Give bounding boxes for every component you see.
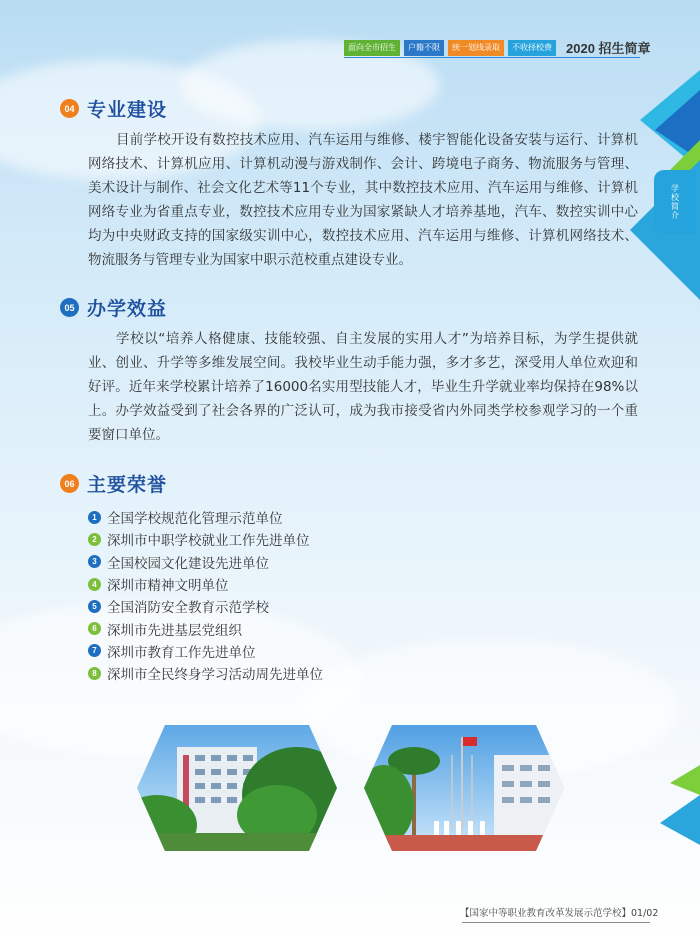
- honor-number-badge: 8: [88, 667, 101, 680]
- honor-number-badge: 7: [88, 644, 101, 657]
- side-tab-school-intro[interactable]: 学校简介: [654, 170, 696, 234]
- tag-no-hukou: 户籍不限: [404, 40, 444, 56]
- honor-label: 深圳市先进基层党组织: [107, 622, 242, 639]
- section-06-header: [60, 470, 167, 497]
- list-item: [88, 573, 323, 595]
- honor-number-badge: 5: [88, 600, 101, 613]
- honor-label: 深圳市教育工作先进单位: [107, 644, 256, 661]
- honor-label: 全国学校规范化管理示范单位: [107, 511, 283, 528]
- honor-number-badge: 2: [88, 533, 101, 546]
- campus-building-photo: [137, 725, 337, 851]
- honors-list: [88, 506, 323, 684]
- section-05-title: 办学效益: [87, 298, 168, 320]
- header-divider: [344, 57, 640, 58]
- tag-unified-admission: 统一划线录取: [448, 40, 504, 56]
- section-04-text: 目前学校开设有数控技术应用、汽车运用与维修、楼宇智能化设备安装与运行、计算机网络技术、计算机应用、计算机动漫与游戏制作、会计、跨境电子商务、物流服务与管理、美术设计与制作、社会文化艺术等11个专业，其中数控技术应用、汽车运用与维修、计算机网络专业为省重点专业，数控技术应用专业为国家紧缺人才培养基地，汽车、数控实训中心均为中央财政支持的国家级实训中心，数控技术应用、汽车运用与维修、计算机网络技术、物流服务与管理专业为国家中职示范校重点建设专业。: [88, 132, 638, 268]
- list-item: [88, 528, 323, 550]
- tag-citywide: 面向全市招生: [344, 40, 400, 56]
- list-item: [88, 640, 323, 662]
- honor-label: 深圳市全民终身学习活动周先进单位: [107, 667, 323, 684]
- honor-label: 全国消防安全教育示范学校: [107, 600, 269, 617]
- footer-divider: [462, 922, 650, 923]
- honor-number-badge: 6: [88, 622, 101, 635]
- section-05-header: [60, 294, 167, 321]
- honor-number-badge: 1: [88, 511, 101, 524]
- tag-no-fee: 不收择校费: [508, 40, 556, 56]
- section-05-badge: 05: [60, 298, 79, 317]
- section-04-header: [60, 95, 167, 122]
- page-footer: 【国家中等职业教育改革发展示范学校】01/02: [460, 908, 659, 919]
- list-item: [88, 551, 323, 573]
- flag-ceremony-photo: [364, 725, 564, 851]
- list-item: [88, 617, 323, 639]
- right-bottom-decoration: [660, 765, 700, 845]
- section-05-text: 学校以“培养人格健康、技能较强、自主发展的实用人才”为培养目标，为学生提供就业、创业、升学等多维发展空间。我校毕业生动手能力强，多才多艺，深受用人单位欢迎和好评。近年来学校累计培养了16000名实用型技能人才，毕业生升学就业率均保持在98%以上。办学效益受到了社会各界的广泛认可，成为我市接受省内外同类学校参观学习的一个重要窗口单位。: [88, 331, 638, 443]
- header-tags: [344, 38, 651, 57]
- section-04-badge: 04: [60, 99, 79, 118]
- list-item: [88, 506, 323, 528]
- section-06-title: 主要荣誉: [87, 474, 168, 496]
- list-item: [88, 595, 323, 617]
- section-06-badge: 06: [60, 474, 79, 493]
- honor-label: 深圳市精神文明单位: [107, 578, 229, 595]
- honor-number-badge: 3: [88, 555, 101, 568]
- section-04-title: 专业建设: [87, 99, 168, 121]
- year-title: 2020 招生简章: [566, 41, 651, 56]
- honor-label: 全国校园文化建设先进单位: [107, 555, 269, 572]
- list-item: [88, 662, 323, 684]
- honor-label: 深圳市中职学校就业工作先进单位: [107, 533, 310, 550]
- honor-number-badge: 4: [88, 578, 101, 591]
